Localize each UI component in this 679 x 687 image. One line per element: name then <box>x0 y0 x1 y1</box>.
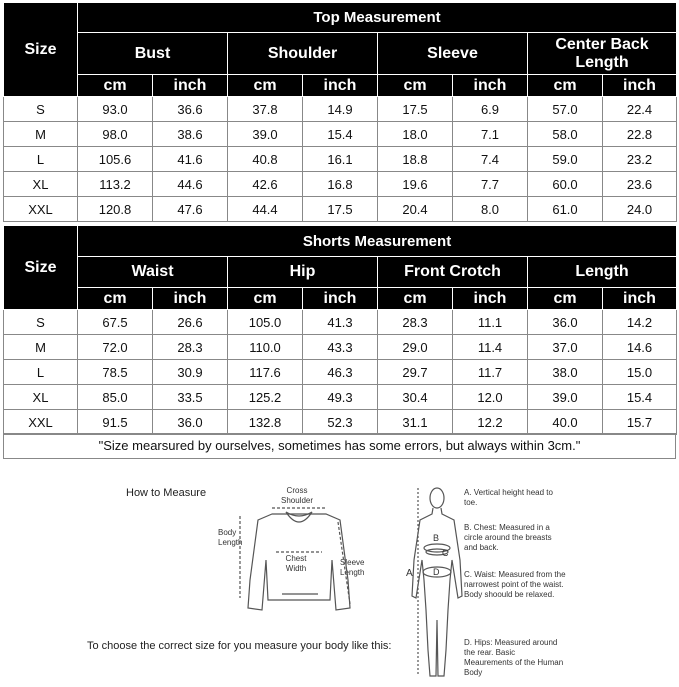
size-cell: S <box>4 97 78 122</box>
value-cell: 7.7 <box>453 172 528 197</box>
value-cell: 40.8 <box>228 147 303 172</box>
value-cell: 12.0 <box>453 385 528 410</box>
value-cell: 16.8 <box>303 172 378 197</box>
value-cell: 20.4 <box>378 197 453 222</box>
value-cell: 41.6 <box>153 147 228 172</box>
size-cell: XXL <box>4 410 78 435</box>
value-cell: 14.9 <box>303 97 378 122</box>
value-cell: 6.9 <box>453 97 528 122</box>
size-cell: XL <box>4 172 78 197</box>
table-row <box>4 360 677 385</box>
unit-header: inch <box>303 75 378 97</box>
value-cell: 93.0 <box>78 97 153 122</box>
value-cell: 113.2 <box>78 172 153 197</box>
unit-header: inch <box>153 75 228 97</box>
sleeve-length-label: Sleeve Length <box>340 558 365 577</box>
value-cell: 42.6 <box>228 172 303 197</box>
unit-header: cm <box>78 75 153 97</box>
value-cell: 57.0 <box>528 97 603 122</box>
legend-d: D. Hips: Measured around the rear. Basic Meaurements of the Human Body <box>464 638 564 677</box>
value-cell: 7.1 <box>453 122 528 147</box>
legend-b: B. Chest: Measured in a circle around the breasts and back. <box>464 523 552 552</box>
size-cell: XXL <box>4 197 78 222</box>
value-cell: 7.4 <box>453 147 528 172</box>
unit-header: inch <box>603 288 677 310</box>
table-row <box>4 310 677 335</box>
table-row <box>4 172 677 197</box>
value-cell: 110.0 <box>228 335 303 360</box>
unit-header: inch <box>453 75 528 97</box>
value-cell: 18.8 <box>378 147 453 172</box>
table-row <box>4 385 677 410</box>
value-cell: 33.5 <box>153 385 228 410</box>
column-group-header: Bust <box>78 33 228 75</box>
value-cell: 105.6 <box>78 147 153 172</box>
table-row <box>4 147 677 172</box>
unit-header: inch <box>603 75 677 97</box>
value-cell: 52.3 <box>303 410 378 435</box>
value-cell: 67.5 <box>78 310 153 335</box>
letter-d: D <box>433 567 440 577</box>
value-cell: 105.0 <box>228 310 303 335</box>
column-group-header: Waist <box>78 257 228 288</box>
unit-header: inch <box>303 288 378 310</box>
table-title: Shorts Measurement <box>78 226 677 257</box>
value-cell: 23.2 <box>603 147 677 172</box>
legend-c: C. Waist: Measured from the narrowest point of the waist. Body shoould be relaxed. <box>464 570 566 599</box>
value-cell: 15.0 <box>603 360 677 385</box>
column-group-header: Length <box>528 257 677 288</box>
value-cell: 19.6 <box>378 172 453 197</box>
value-cell: 15.4 <box>603 385 677 410</box>
value-cell: 37.8 <box>228 97 303 122</box>
value-cell: 17.5 <box>378 97 453 122</box>
column-group-header: Sleeve <box>378 33 528 75</box>
chest-width-label: Chest Width <box>285 554 307 573</box>
column-group-header: Center Back Length <box>528 33 677 75</box>
column-group-header: Hip <box>228 257 378 288</box>
value-cell: 78.5 <box>78 360 153 385</box>
value-cell: 91.5 <box>78 410 153 435</box>
value-cell: 22.4 <box>603 97 677 122</box>
value-cell: 125.2 <box>228 385 303 410</box>
column-group-header: Front Crotch <box>378 257 528 288</box>
value-cell: 28.3 <box>378 310 453 335</box>
value-cell: 15.7 <box>603 410 677 435</box>
value-cell: 98.0 <box>78 122 153 147</box>
size-cell: L <box>4 360 78 385</box>
size-cell: M <box>4 335 78 360</box>
size-cell: M <box>4 122 78 147</box>
value-cell: 58.0 <box>528 122 603 147</box>
table-row <box>4 122 677 147</box>
value-cell: 30.4 <box>378 385 453 410</box>
value-cell: 15.4 <box>303 122 378 147</box>
value-cell: 24.0 <box>603 197 677 222</box>
size-cell: XL <box>4 385 78 410</box>
size-header: Size <box>4 3 78 97</box>
unit-header: cm <box>228 288 303 310</box>
value-cell: 44.6 <box>153 172 228 197</box>
value-cell: 31.1 <box>378 410 453 435</box>
value-cell: 22.8 <box>603 122 677 147</box>
value-cell: 36.0 <box>528 310 603 335</box>
unit-header: inch <box>153 288 228 310</box>
letter-a: A <box>406 568 413 579</box>
shorts-measurement-table <box>3 225 677 435</box>
unit-header: cm <box>78 288 153 310</box>
body-length-label: Body Length <box>218 528 243 547</box>
value-cell: 38.6 <box>153 122 228 147</box>
value-cell: 14.2 <box>603 310 677 335</box>
value-cell: 29.0 <box>378 335 453 360</box>
value-cell: 59.0 <box>528 147 603 172</box>
letter-c: C <box>442 548 449 558</box>
size-header: Size <box>4 226 78 310</box>
value-cell: 120.8 <box>78 197 153 222</box>
value-cell: 39.0 <box>228 122 303 147</box>
value-cell: 11.4 <box>453 335 528 360</box>
value-cell: 36.6 <box>153 97 228 122</box>
value-cell: 18.0 <box>378 122 453 147</box>
value-cell: 8.0 <box>453 197 528 222</box>
value-cell: 12.2 <box>453 410 528 435</box>
unit-header: cm <box>528 75 603 97</box>
value-cell: 61.0 <box>528 197 603 222</box>
size-cell: L <box>4 147 78 172</box>
value-cell: 38.0 <box>528 360 603 385</box>
value-cell: 132.8 <box>228 410 303 435</box>
value-cell: 11.1 <box>453 310 528 335</box>
unit-header: cm <box>228 75 303 97</box>
value-cell: 11.7 <box>453 360 528 385</box>
value-cell: 16.1 <box>303 147 378 172</box>
value-cell: 23.6 <box>603 172 677 197</box>
how-to-measure-title: How to Measure <box>126 487 207 499</box>
value-cell: 44.4 <box>228 197 303 222</box>
table-row <box>4 410 677 435</box>
measure-instruction: To choose the correct size for you measure your body like this: <box>87 640 392 652</box>
value-cell: 41.3 <box>303 310 378 335</box>
value-cell: 60.0 <box>528 172 603 197</box>
value-cell: 49.3 <box>303 385 378 410</box>
table-title: Top Measurement <box>78 3 677 33</box>
value-cell: 43.3 <box>303 335 378 360</box>
value-cell: 46.3 <box>303 360 378 385</box>
column-group-header: Shoulder <box>228 33 378 75</box>
value-cell: 85.0 <box>78 385 153 410</box>
value-cell: 14.6 <box>603 335 677 360</box>
value-cell: 37.0 <box>528 335 603 360</box>
value-cell: 72.0 <box>78 335 153 360</box>
size-note: "Size mearsured by ourselves, sometimes has some errors, but always within 3cm." <box>3 433 676 459</box>
value-cell: 40.0 <box>528 410 603 435</box>
unit-header: cm <box>378 288 453 310</box>
cross-shoulder-label: Cross Shoulder <box>280 486 314 505</box>
table-row <box>4 97 677 122</box>
letter-b: B <box>433 533 440 543</box>
table-row <box>4 335 677 360</box>
top-measurement-table <box>3 2 677 222</box>
table-row <box>4 197 677 222</box>
value-cell: 117.6 <box>228 360 303 385</box>
value-cell: 30.9 <box>153 360 228 385</box>
size-cell: S <box>4 310 78 335</box>
value-cell: 17.5 <box>303 197 378 222</box>
unit-header: cm <box>378 75 453 97</box>
value-cell: 26.6 <box>153 310 228 335</box>
value-cell: 29.7 <box>378 360 453 385</box>
legend-a: A. Vertical height head to toe. <box>464 488 553 507</box>
value-cell: 36.0 <box>153 410 228 435</box>
unit-header: inch <box>453 288 528 310</box>
value-cell: 39.0 <box>528 385 603 410</box>
value-cell: 47.6 <box>153 197 228 222</box>
value-cell: 28.3 <box>153 335 228 360</box>
unit-header: cm <box>528 288 603 310</box>
